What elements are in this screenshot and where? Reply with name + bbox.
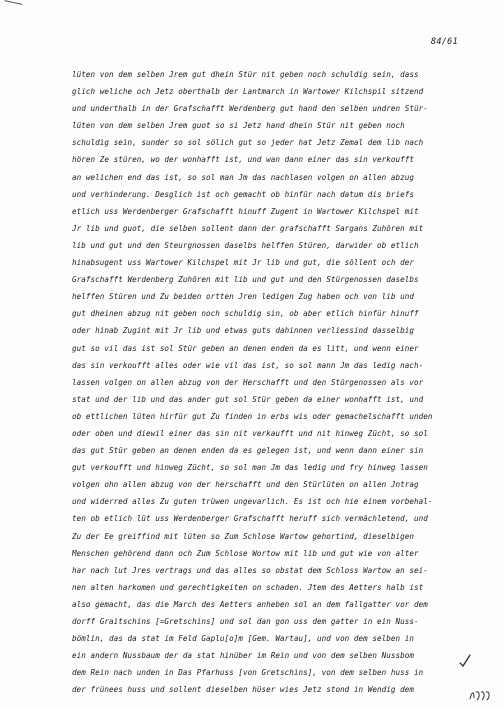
text-line: und underthalb in der Grafschafft Werdenberg gut hand den selben undren Stür-: [72, 104, 428, 114]
text-line: stat und der lib und das ander gut sol Stür geben da einer wonhafft ist, und: [72, 394, 424, 404]
text-line: nen alten harkomen und gerechtigkeiten on schaden. Jtem des Aetters halb ist: [72, 582, 424, 592]
text-line: ten ob etlich lüt uss Werdenberger Grafschafft heruff sich vermächletend, und: [72, 514, 428, 524]
text-line: lassen volgen on allen abzug von der Herschafft und den Stürgenossen als vor: [72, 377, 424, 387]
text-line: der frünees huss und sollent dieselben hüser wies Jetz stond in Wendig dem: [72, 685, 415, 695]
text-line: und verhinderung. Desglich ist och gemacht ob hinfür nach datum dis briefs: [72, 189, 415, 199]
text-line: oder hinab Zugint mit Jr lib und etwas guts dahinnen verliessind dasselbig: [72, 326, 415, 336]
text-line: bömlin, das da stat im Feld Gaplu[o]m [Gem. Wartau], und von dem selben in: [72, 634, 415, 644]
text-line: volgen ohn allen abzug von der herschafft und den Stürlüten on allen Jntrag: [72, 480, 419, 490]
text-line: hören Ze stüren, wo der wonhafft ist, und wan dann einer das sin verkoufft: [72, 155, 415, 165]
text-line: gut so vil das ist sol Stür geben an denen enden da es litt, und wenn einer: [72, 343, 419, 353]
text-line: also gemacht, das die March des Aetters anheben sol an dem fallgatter vor dem: [72, 599, 428, 609]
text-line: gut verkoufft und hinweg Zücht, so sol man Jm das ledig und fry hinweg lassen: [72, 463, 428, 473]
text-line: ein andern Nussbaum der da stat hinüber im Rein und von dem selben Nussbom: [72, 651, 415, 661]
text-line: Grafschafft Werdenberg Zuhören mit lib und gut und den Stürgenossen daselbs: [72, 275, 419, 285]
corner-pen-mark: [4, 0, 23, 9]
text-line: schuldig sein, sunder so sol sölich gut so jeder hat Jetz Zemal dem lib nach: [72, 138, 424, 148]
page-number: 84/61: [430, 37, 458, 47]
text-line: dorff Graitschins [=Gretschins] und sol dan gon uss dem gatter in ein Nuss-: [72, 617, 419, 626]
text-line: Zu der Ee greiffind mit lüten so Zum Schlose Wartow gehortind, dieselbigen: [72, 531, 415, 541]
text-line: Menschen gehörend dann och Zum Schlose Wortow mit lib und gut wie von alter: [72, 548, 419, 558]
page-scribble-icon: [468, 689, 492, 703]
text-line: gut dheinen abzug nit geben noch schuldig sin, ob aber etlich hinfür hinuff: [72, 309, 419, 319]
text-line: har nach lut Jres vertrags und das alles so obstat dem Schloss Wartow an sei-: [72, 565, 428, 575]
text-line: das sin verkoufft alles oder wie vil das ist, so sol mann Jm das ledig nach-: [72, 360, 424, 370]
text-line: etlich uss Werdenberger Grafschafft hinuff Zugent in Wartower Kilchspel mit: [72, 206, 419, 216]
text-line: und widerred alles Zu guten trüwen ungevarlich. Es ist och hie einem vorbehal-: [72, 497, 433, 507]
text-line: ob ettlichen lüten hirfür gut Zu finden in erbs wis oder gemachelschafft unden: [72, 411, 433, 421]
text-line: an welichen end das ist, so sol man Jm das nachlasen volgen on allen abzug: [72, 172, 415, 182]
text-line: oder oben und diewil einer das sin nit verkaufft und nit hinweg Zücht, so sol: [72, 428, 428, 438]
check-mark-icon: [458, 653, 472, 669]
text-line: lib und gut und den Steurgnossen daselbs helffen Stüren, darwider ob etlich: [72, 240, 419, 250]
text-line: das gut Stür geben an denen enden da es gelegen ist, und wenn dann einer sin: [72, 446, 424, 456]
text-line: hinabsugent uss Wartower Kilchspel mit Jr lib und gut, die söllent och der: [72, 258, 415, 268]
text-line: lüten von dem selben Jrem guot so si Jetz hand dhein Stür nit geben noch: [72, 121, 405, 131]
text-line: Jr lib und guot, die selben sollent dann der grafschafft Sargans Zuhören mit: [72, 223, 424, 233]
text-line: lüten von dem selben Jrem gut dhein Stür nit geben noch schuldig sein, dass: [72, 70, 419, 79]
typed-text-block: [72, 66, 472, 698]
text-line: glich weliche och Jetz oberthalb der Lantmarch in Wartower Kilchspil sitzend: [72, 87, 424, 97]
text-line: helffen Stüren und Zu beiden ortten Jren ledigen Zug haben och von lib und: [72, 292, 415, 302]
text-line: dem Rein nach unden in Das Pfarhuss [von Gretschins], von dem selben huss in: [72, 668, 424, 678]
